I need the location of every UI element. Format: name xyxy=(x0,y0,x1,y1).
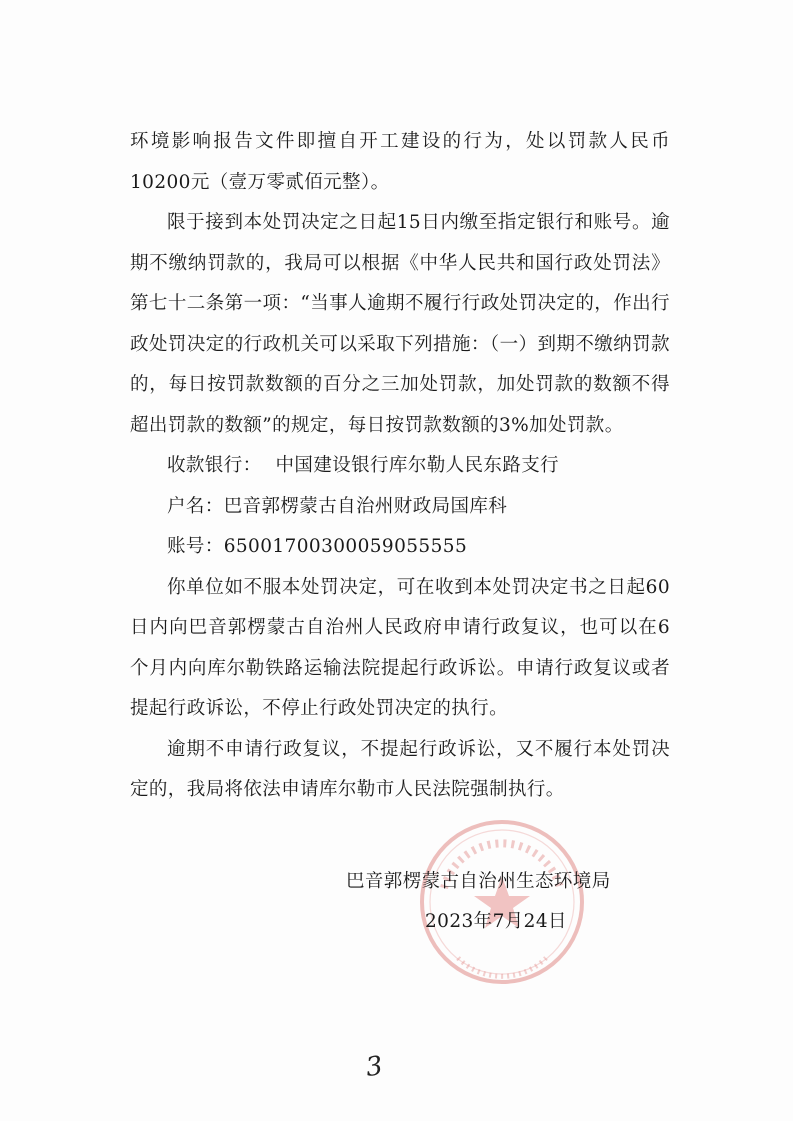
paragraph-enforcement: 逾期不申请行政复议，不提起行政诉讼，又不履行本处罚决定的，我局将依法申请库尔勒市人民法院强制执行。 xyxy=(130,738,670,800)
paragraph-appeal-rights: 你单位如不服本处罚决定，可在收到本处罚决定书之日起60日内向巴音郭楞蒙古自治州人民政府申请行政复议，也可以在6个月内向库尔勒铁路运输法院提起行政诉讼。申请行政复议或者提起行政诉讼，不停止行政处罚决定的执行。 xyxy=(130,576,670,719)
account-name-label: 户名： xyxy=(167,495,224,517)
bank-name-value: 中国建设银行库尔勒人民东路支行 xyxy=(275,455,560,476)
account-number-value: 65001700300059055555 xyxy=(223,536,468,557)
account-number-line xyxy=(130,527,670,568)
bank-name-line xyxy=(130,446,670,487)
bank-name-label: 收款银行： xyxy=(167,455,262,476)
paragraph-penalty: 环境影响报告文件即擅自开工建设的行为，处以罚款人民币10200元（壹万零贰佰元整）。 xyxy=(130,131,670,193)
issuing-organization: 巴音郭楞蒙古自治州生态环境局 xyxy=(346,871,611,892)
issue-date: 2023年7月24日 xyxy=(425,911,567,932)
account-name-line xyxy=(130,487,670,528)
paragraph-payment-deadline: 限于接到本处罚决定之日起15日内缴至指定银行和账号。逾期不缴纳罚款的，我局可以根据《中华人民共和国行政处罚法》第七十二条第一项：“当事人逾期不履行行政处罚决定的，作出行政处罚决定的行政机关可以采取下列措施：（一）到期不缴纳罚款的，每日按罚款数额的百分之三加处罚款，加处罚款的数额不得超出罚款的数额”的规定，每日按罚款数额的3%加处罚款。 xyxy=(130,212,670,436)
page-number: 3 xyxy=(363,1050,385,1084)
account-number-label: 账号： xyxy=(167,536,224,557)
account-name-value: 巴音郭楞蒙古自治州财政局国库科 xyxy=(223,495,508,517)
document-body xyxy=(130,122,670,811)
